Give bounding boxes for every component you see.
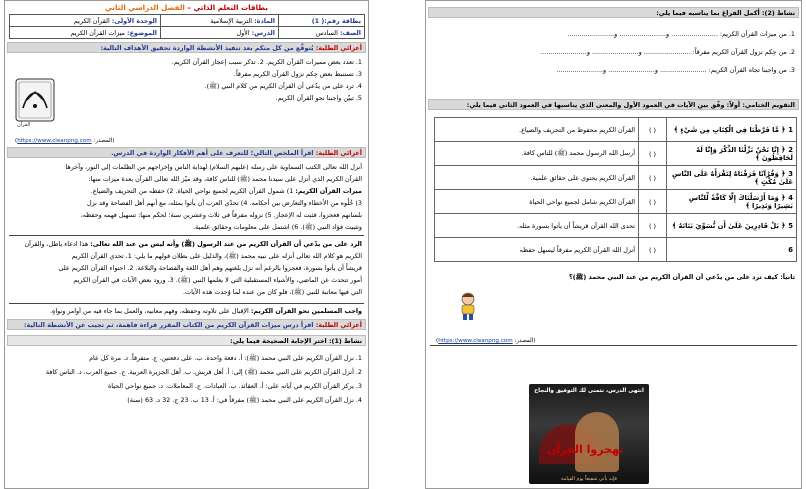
poster-title: تهجروا القرآن bbox=[547, 443, 624, 456]
unit-cell: الوحدة الأولى: القرآن الكريم bbox=[10, 15, 161, 27]
lesson-end-caption: انتهى الدرس، نتمنى لك التوفيق والنجاح bbox=[534, 388, 644, 394]
row-number: 2 bbox=[788, 145, 793, 154]
meaning-cell: تحدى الله القرآن قريشاً أن يأتوا بسورة مثله. bbox=[435, 214, 639, 238]
student-cartoon-icon bbox=[457, 291, 479, 321]
meaning-cell: القرآن الكريم شامل لجميع نواحي الحياة bbox=[435, 190, 639, 214]
row-number: 5 bbox=[788, 221, 793, 230]
meaning-cell: أرسل الله الرسول محمد (ﷺ) للناس كافة. bbox=[435, 142, 639, 166]
objective-item: 4. ترد على من يدّعي أن القرآن الكريم من كلام النبي (ﷺ). bbox=[204, 82, 362, 90]
activity1-questions bbox=[11, 351, 362, 407]
poster-figure-shape bbox=[575, 412, 619, 472]
fill-blank-item: 2. من حِكم نزول القرآن الكريم مفرقاً: ....................... و....................... و....................... bbox=[540, 48, 795, 56]
answer-paren-cell[interactable]: ( ) bbox=[639, 214, 667, 238]
image-source-credit: (المصدر: https://www.cleanpng.com) bbox=[436, 338, 536, 344]
worksheet-page-front bbox=[4, 0, 369, 489]
summary-text: أنزل الله تعالى الكتب السماوية على رسله (عليهم السلام) لهداية الناس وإخراجهم من الظلمات إلى النور، وآخرها القرآن الكريم الذي أنزل على سيدنا محمد (ﷺ) للناس كافة، وقد ميّز الله تعالى القرآن بعدة ميزات منها: ميزات القرآن الكريم: 1) شمول القرآن الكريم لجميع نواحي الحياة. 2) حفظه من التحريف والضياع. 3) خُلُوه من الأخطاء والتعارض بين أحكامه. 4) تحدّي العرب أن يأتوا بمثله، مع أنهم أهل الفصاحة وقد نزل بلسانهم فعجزوا، فثبت له الإعجاز. 5) نزوله مفرقاً في ثلاث وعشرين سنة؛ لحكم منها: تسهيل فهمه وحفظه، وتثبيت فؤاد النبي (ﷺ). 6) اشتمل على معلومات وحقائق علمية. bbox=[65, 163, 362, 231]
mcq-item: 4. نزل القرآن الكريم على النبي محمد (ﷺ) مفرقاً في: أ. 13 ب. 23 ج. 32 د. 63 (سنة) bbox=[127, 396, 362, 404]
objective-item: 3. تستنبط بعض حِكم نزول القرآن الكريم مفرقاً. bbox=[233, 70, 362, 78]
divider bbox=[430, 345, 797, 346]
rebuttal-heading: الرد على من يدّعي أن القرآن الكريم من عند الرسول (ﷺ) وأنه ليس من عند الله تعالى: bbox=[90, 240, 362, 248]
matching-row bbox=[435, 190, 797, 214]
ayah-cell bbox=[667, 166, 797, 190]
ayah-text: ﴿ بَلْ قَادِرِينَ عَلَىٰ أَن نُّسَوِّيَ بَنَانَهُ ﴾ bbox=[672, 221, 786, 230]
meaning-cell: أنزل الله القرآن الكريم مفرقاً ليسهل حفظه bbox=[435, 238, 639, 262]
ayah-cell bbox=[667, 118, 797, 142]
objective-item: 5. تبيّن واجبنا نحو القرآن الكريم. bbox=[275, 94, 362, 102]
source-link[interactable]: https://www.cleanpng.com bbox=[17, 138, 92, 144]
ayah-text: ﴿ وَمَا أَرْسَلْنَاكَ إِلَّا كَافَّةً لِّلنَّاسِ بَشِيرًا وَنَذِيرًا ﴾ bbox=[688, 193, 793, 210]
ayah-cell bbox=[667, 238, 797, 262]
card-header-table bbox=[9, 14, 365, 39]
summary-heading: أعزائي الطلبة: اقرأ الملخص التالي؛ للتعرف على أهم الأفكار الواردة في الدرس. bbox=[7, 147, 366, 158]
ayah-cell bbox=[667, 142, 797, 166]
duty-line: واجب المسلمين نحو القرآن الكريم: الإقبال على تلاوته وحفظه، وفهم معانيه، والعمل بما جاء فيه من أوامر ونواهٍ. bbox=[49, 307, 362, 315]
row-number: 3 bbox=[788, 169, 793, 178]
lesson-end-poster bbox=[529, 384, 649, 484]
rebuttal-section: الرد على من يدّعي أن القرآن الكريم من عند الرسول (ﷺ) وأنه ليس من عند الله تعالى: هذا ادعاء باطل، والقرآن الكريم هو كلام الله تعالى أنزله على نبيه محمد (ﷺ)، والدليل على بطلان قولهم ما يلي: 1. تحدي القرآن الكريم قريشاً أن يأتوا بسورة، فعجزوا بالرغم أنه نزل بلغتهم وهم أهل اللغة والفصاحة والبلاغة. 2. احتواء القرآن الكريم على أمور تتحدث عن الماضي، والأشياء المستقبلية التي لا يعلمها النبي (ﷺ). 3. ورود بعض الآيات في القرآن الكريم التي فيها معاتبة للنبي (ﷺ)، فلو كان من عنده لما وُجدت هذه الآيات. bbox=[24, 240, 362, 296]
reading-instruction-heading: أعزائي الطلبة: اقرأ درس ميزات القرآن الكريم من الكتاب المقرر قراءة فاهمة، ثم تجيب عن الأنشطة التالية: bbox=[7, 319, 366, 330]
divider bbox=[9, 303, 364, 304]
row-number: 6 bbox=[788, 245, 793, 254]
subject-cell: المادة: التربية الإسلامية bbox=[161, 15, 279, 27]
grade-cell: الصف: السادس bbox=[279, 27, 365, 39]
features-heading: ميزات القرآن الكريم: bbox=[295, 187, 362, 195]
row-number: 4 bbox=[788, 193, 793, 202]
lesson-cell: الدرس: الأول bbox=[161, 27, 279, 39]
poster-footer: فإنه يأتي شفيعاً يوم القيامة bbox=[561, 476, 617, 482]
ayah-text: ﴿ وَقُرْآنًا فَرَقْنَاهُ لِتَقْرَأَهُ عَلَى النَّاسِ عَلَىٰ مُكْثٍ ﴾ bbox=[671, 169, 793, 186]
activity2-title-bar: نشاط (2): أكمل الفراغ بما يناسبه فيما يلي: bbox=[428, 7, 799, 18]
quran-calligraphy-icon bbox=[15, 78, 55, 122]
fill-blank-item: 1. من ميزات القرآن الكريم: ....................... و....................... و....................... bbox=[567, 30, 795, 38]
topic-cell: الموضوع: ميزات القرآن الكريم bbox=[10, 27, 161, 39]
duty-heading: واجب المسلمين نحو القرآن الكريم: bbox=[250, 307, 362, 315]
objectives-list bbox=[62, 56, 362, 104]
ayah-cell bbox=[667, 190, 797, 214]
ayah-text: ﴿ إِنَّا نَحْنُ نَزَّلْنَا الذِّكْرَ وَإِنَّا لَهُ لَحَافِظُونَ ﴾ bbox=[696, 145, 793, 162]
activity1-title-bar: نشاط (1): اختر الإجابة الصحيحة فيما يلي: bbox=[7, 335, 366, 346]
image-source-credit: (المصدر: https://www.cleanpng.com) bbox=[15, 138, 115, 144]
quran-card-caption: القرآن bbox=[17, 122, 31, 128]
matching-table bbox=[434, 117, 797, 262]
mcq-item: 3. يركز القرآن الكريم في آياته على: أ. العقائد. ب. العبادات. ج. المعاملات. د. جميع نواحي الحياة bbox=[107, 382, 362, 390]
mcq-item: 1. نزل القرآن الكريم على النبي محمد (ﷺ): أ. دفعة واحدة. ب. على دفعتين. ج. متفرقاً. د. مرة كل عام bbox=[89, 354, 362, 362]
answer-paren-cell[interactable]: ( ) bbox=[639, 238, 667, 262]
objective-item: 1. تعدد بعض مميزات القرآن الكريم. 2. تذكر سبب إعجاز القرآن الكريم. bbox=[171, 58, 362, 66]
answer-paren-cell[interactable]: ( ) bbox=[639, 166, 667, 190]
ayah-cell bbox=[667, 214, 797, 238]
matching-row bbox=[435, 142, 797, 166]
answer-paren-cell[interactable]: ( ) bbox=[639, 142, 667, 166]
meaning-cell: القرآن الكريم محفوظ من التحريف والضياع. bbox=[435, 118, 639, 142]
matching-row bbox=[435, 238, 797, 262]
row-number: 1 bbox=[788, 125, 793, 134]
matching-row bbox=[435, 118, 797, 142]
objectives-heading: أعزائي الطلبة: يُتوقَّع من كل منكم بعد تنفيذ الأنشطة الواردة تحقيق الأهداف التالية: bbox=[7, 42, 366, 53]
divider bbox=[9, 235, 364, 236]
worksheet-page-back bbox=[425, 0, 802, 489]
matching-row bbox=[435, 214, 797, 238]
final-evaluation-heading: التقويم الختامي: أولاً: وفّق بين الآيات في العمود الأول والمعنى الذي يناسبها في العمود الثاني فيما يلي: bbox=[428, 99, 799, 110]
fill-blank-item: 3. من واجبنا تجاه القرآن الكريم: ....................... و....................... و....................... bbox=[556, 66, 795, 74]
mcq-item: 2. أنزل القرآن الكريم على النبي محمد (ﷺ) إلى: أ. أهل قريش. ب. أهل الجزيرة العربية. ج. جميع العرب. د. الناس كافة bbox=[45, 368, 362, 376]
matching-row bbox=[435, 166, 797, 190]
answer-paren-cell[interactable]: ( ) bbox=[639, 190, 667, 214]
meaning-cell: القرآن الكريم يحتوي على حقائق علمية. bbox=[435, 166, 639, 190]
answer-paren-cell[interactable]: ( ) bbox=[639, 118, 667, 142]
fill-blank-list bbox=[432, 25, 795, 79]
card-number-cell: بطاقة رقم:( 1) bbox=[279, 15, 365, 27]
ayah-text: ﴿ مَّا فَرَّطْنَا فِي الْكِتَابِ مِن شَيْءٍ ﴾ bbox=[673, 125, 786, 134]
source-link[interactable]: https://www.cleanpng.com bbox=[438, 338, 513, 344]
second-question: ثانياً: كيف ترد على من يدّعي أن القرآن الكريم من عند النبي محمد (ﷺ)؟ bbox=[569, 273, 795, 281]
worksheet-title: بطاقات التعلم الذاتي – الفصل الدراسي الثاني bbox=[105, 3, 268, 12]
